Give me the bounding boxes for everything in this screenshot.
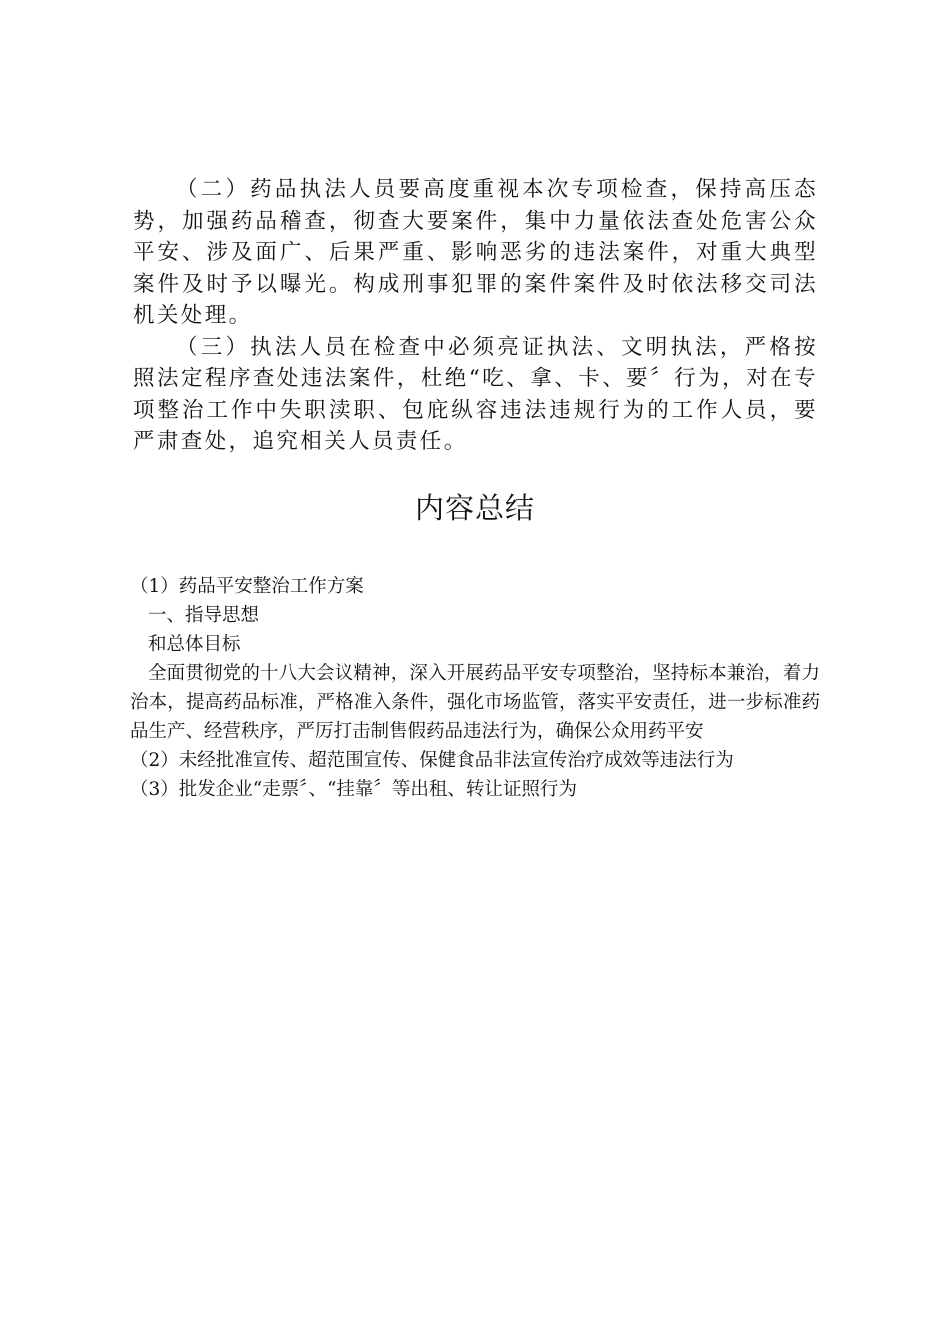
summary-item-1-text: 全面贯彻党的十八大会议精神，深入开展药品平安专项整治，坚持标本兼治，着力治本，提高药品标准，严格准入条件，强化市场监管，落实平安责任，进一步标准药品生产、经营秩序，严厉打击制售假药品违法行为，确保公众用药平安 — [130, 663, 820, 742]
summary-section — [130, 572, 820, 804]
summary-item-1-subheading-cont: 和总体目标 — [148, 634, 241, 655]
summary-item-1-heading: （1）药品平安整治工作方案 — [130, 576, 364, 597]
body-paragraph-2: （二）药品执法人员要高度重视本次专项检查，保持高压态势，加强药品稽查，彻查大要案件，集中力量依法查处危害公众平安、涉及面广、后果严重、影响恶劣的违法案件，对重大典型案件及时予以曝光。构成刑事犯罪的案件案件及时依法移交司法机关处理。 — [133, 177, 818, 328]
summary-item-1-subheading: 一、指导思想 — [148, 605, 260, 626]
summary-item-2: （2）未经批准宣传、超范围宣传、保健食品非法宣传治疗成效等违法行为 — [130, 750, 734, 771]
summary-title: 内容总结 — [414, 491, 535, 525]
body-paragraph-3: （三）执法人员在检查中必须亮证执法、文明执法，严格按照法定程序查处违法案件，杜绝“吃、拿、卡、要〞行为，对在专项整治工作中失职渎职、包庇纵容违法违规行为的工作人员，要严肃查处，追究相关人员责任。 — [133, 334, 818, 454]
summary-item-3: （3）批发企业“走票〞、“挂靠〞等出租、转让证照行为 — [130, 779, 577, 800]
body-text-section — [133, 174, 818, 458]
